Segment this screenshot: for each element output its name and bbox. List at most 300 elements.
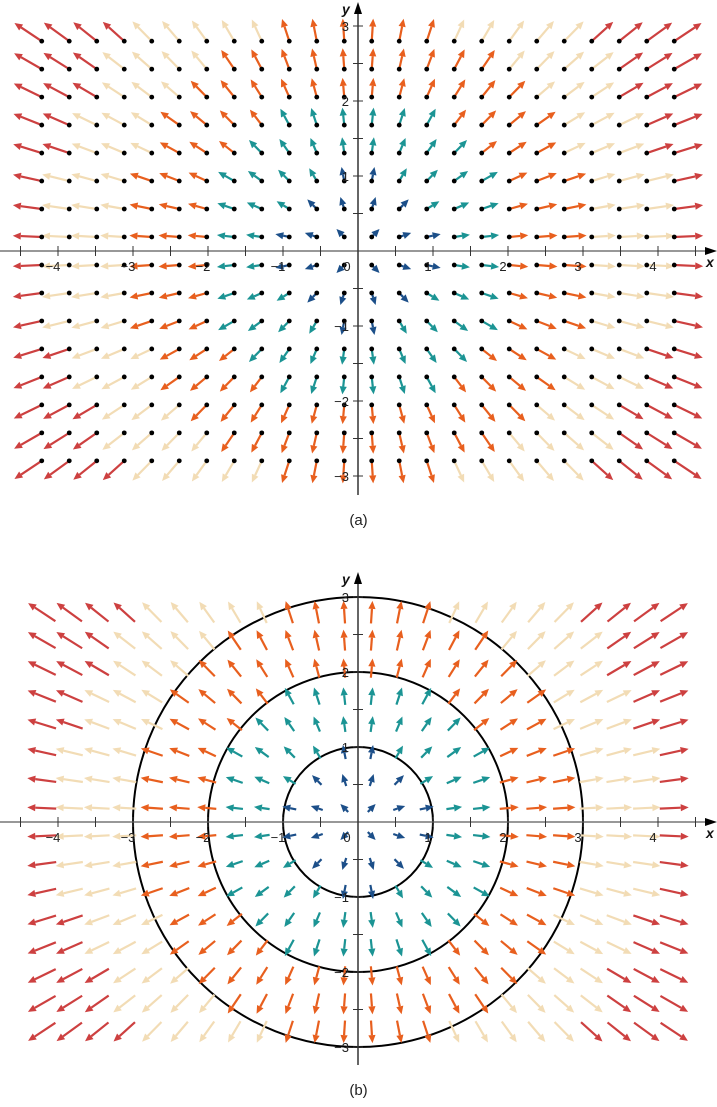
vector-arrow [507,347,527,361]
vector-arrow [56,942,82,954]
arrow-shaft [674,405,695,415]
vector-arrow [507,81,525,100]
arrow-shaft [607,694,624,702]
base-point [287,207,292,212]
base-point [644,207,649,212]
vector-arrow [191,403,209,422]
arrow-shaft [35,779,56,782]
arrow-shaft [109,57,125,69]
arrow-head [652,776,660,783]
arrow-head [313,630,320,639]
vector-arrow [310,430,319,453]
vector-arrow [473,833,490,840]
arrow-head [369,78,376,86]
vector-arrow [397,263,411,270]
vector-arrow [447,887,461,897]
arrow-shaft [660,751,681,756]
arrow-head [368,977,375,985]
vector-arrow [56,661,82,675]
arrow-head [159,262,167,269]
base-point [67,207,72,212]
arrow-shaft [647,349,666,356]
vector-arrow [84,833,110,840]
arrow-shaft [63,915,82,922]
vector-arrow [142,968,162,983]
vector-arrow [617,232,645,239]
base-point [617,375,622,380]
arrow-shaft [509,27,519,41]
vector-arrow [368,993,375,1014]
base-point [479,375,484,380]
vector-arrow [159,173,181,184]
arrow-shaft [289,913,294,921]
vector-arrow [169,888,189,896]
arrow-head [13,262,21,269]
arrow-shaft [537,57,549,69]
arrow-shaft [527,915,539,922]
vector-arrow [217,202,236,211]
vector-arrow [424,347,436,363]
arrow-head [369,326,376,335]
vector-arrow [142,602,161,622]
arrow-shaft [554,637,568,649]
vector-arrow [660,804,689,811]
arrow-shaft [527,751,540,756]
base-point [424,291,429,296]
arrow-shaft [176,637,188,649]
vector-arrow [606,804,632,811]
base-point [562,458,567,463]
arrow-shaft [448,913,455,920]
arrow-shaft [619,321,637,326]
arrow-shaft [262,861,270,864]
vector-arrow [501,968,517,984]
arrow-shaft [167,87,179,98]
arrow-head [27,919,36,926]
arrow-shaft [205,808,216,809]
vector-arrow [27,804,56,811]
vector-arrow [369,263,379,273]
vector-arrow [660,719,689,729]
vector-arrow [368,716,375,732]
arrow-head [27,747,36,754]
vector-arrow [589,458,613,480]
arrow-shaft [79,206,97,209]
arrow-shaft [232,967,241,978]
vector-arrow [112,747,136,755]
vector-arrow [644,143,673,155]
vector-arrow [226,776,243,783]
vector-arrow [312,775,321,785]
base-point [314,319,319,324]
arrow-shaft [564,405,578,415]
arrow-head [680,890,689,897]
arrow-shaft [120,915,136,922]
vector-arrow [169,776,189,783]
base-point [369,39,374,44]
arrow-shaft [674,27,695,41]
vector-arrow [130,173,154,184]
vector-arrow [199,602,214,623]
arrow-shaft [592,349,608,356]
arrow-shaft [580,888,596,893]
arrow-head [159,232,167,239]
vector-arrow [162,458,182,481]
arrow-shaft [370,782,371,786]
base-point [479,39,484,44]
vector-arrow [226,747,242,756]
base-point [534,235,539,240]
vector-arrow [507,111,526,127]
arrow-head [13,232,21,239]
vector-arrow [56,719,83,729]
arrow-shaft [397,966,400,977]
vector-arrow [227,660,241,677]
base-point [479,403,484,408]
vector-arrow [448,688,460,704]
arrow-shaft [647,206,666,209]
arrow-head [399,385,406,394]
base-point [397,291,402,296]
vector-arrow [607,719,632,729]
vector-arrow [228,1021,241,1042]
vector-arrow [369,458,376,483]
vector-arrow [44,23,72,44]
base-point [314,207,319,212]
vector-arrow [284,717,294,731]
arrow-head [217,293,226,300]
vector-arrow [221,50,236,72]
base-point [397,179,402,184]
arrow-shaft [50,27,69,41]
arrow-head [665,322,674,329]
vector-arrow [528,602,545,622]
vector-arrow [42,232,72,239]
arrow-shaft [21,349,42,355]
vector-arrow [305,232,319,239]
vector-arrow [534,142,556,155]
arrow-head [310,475,317,484]
y-axis-arrowhead [354,2,362,14]
arrow-head [636,203,644,210]
arrow-head [539,833,547,840]
vector-arrow [199,631,214,650]
vector-arrow [310,19,319,44]
vector-arrow [284,746,295,757]
vector-arrow [340,630,347,651]
vector-arrow [479,110,496,127]
base-point [397,319,402,324]
arrow-shaft [674,206,695,209]
vector-arrow [396,966,403,985]
vector-arrow [190,111,209,127]
vector-arrow [339,291,346,305]
arrow-head [197,861,206,868]
base-point [314,347,319,352]
base-point [39,291,44,296]
vector-arrow [255,887,269,897]
vector-arrow [424,319,438,333]
base-point [507,207,512,212]
arrow-head [141,833,149,840]
base-point [452,179,457,184]
arrow-shaft [35,693,56,701]
vector-arrow [336,229,346,239]
arrow-head [665,173,674,180]
vector-arrow [527,719,546,730]
arrow-head [695,292,703,299]
base-point [67,430,72,435]
arrow-shaft [475,994,484,1007]
vector-arrow [132,458,154,480]
arrow-head [577,173,586,180]
vector-arrow [14,83,44,99]
vector-arrow [28,996,56,1012]
vector-arrow [13,262,44,269]
x-tick-label: −2 [195,830,211,845]
vector-arrow [141,776,163,783]
base-point [122,39,127,44]
vector-arrow [72,83,99,100]
base-point [644,291,649,296]
arrow-shaft [261,723,268,730]
arrow-head [520,232,528,239]
panel-a [0,1,717,495]
vector-arrow [634,996,660,1012]
arrow-head [27,861,35,868]
arrow-shaft [502,1021,512,1035]
base-point [39,458,44,463]
vector-arrow [479,20,494,44]
arrow-shaft [232,994,241,1007]
base-point [314,291,319,296]
vector-arrow [340,137,347,155]
base-point [149,39,154,44]
arrow-shaft [448,695,455,704]
arrow-shaft [528,637,540,649]
x-tick-label: −4 [45,830,61,845]
vector-arrow [589,291,615,300]
arrow-shaft [580,942,596,951]
vector-arrow [71,173,99,184]
base-point [39,319,44,324]
base-point [369,235,374,240]
vector-arrow [169,748,189,756]
arrow-shaft [371,912,372,920]
arrow-shaft [196,57,206,69]
vector-arrow [660,690,688,702]
arrow-shaft [619,236,637,237]
base-point [177,207,182,212]
vector-arrow [633,747,660,755]
vector-arrow [189,319,210,330]
arrow-head [396,832,405,839]
arrow-shaft [397,638,400,651]
arrow-shaft [473,780,482,783]
arrow-shaft [290,835,296,836]
vector-arrow [423,630,431,650]
vector-arrow [452,375,466,393]
vector-arrow [423,1021,431,1043]
base-point [177,123,182,128]
vector-arrow [634,942,660,954]
arrow-shaft [261,913,268,920]
arrow-head [482,833,490,840]
arrow-head [368,659,375,667]
arrow-shaft [316,966,319,977]
vector-arrow [56,889,83,897]
arrow-shaft [288,994,293,1007]
arrow-shaft [288,1021,293,1035]
vector-arrow [43,403,72,419]
arrow-shaft [21,377,42,385]
arrow-shaft [344,993,345,1006]
vector-arrow [660,942,688,954]
vector-arrow [424,291,439,301]
arrow-head [399,78,406,87]
x-axis-label: x [706,825,714,841]
arrow-head [549,203,558,210]
arrow-head [538,776,547,783]
base-point [534,151,539,156]
vector-arrow [634,603,659,621]
arrow-head [567,804,575,811]
arrow-head [141,747,150,754]
arrow-head [399,445,406,454]
vector-arrow [424,19,435,43]
vector-arrow [396,939,403,956]
arrow-head [424,630,431,639]
arrow-shaft [474,914,483,921]
arrow-head [369,386,376,394]
arrow-shaft [501,694,512,703]
base-point [507,319,512,324]
arrow-head [396,948,403,957]
arrow-head [652,861,660,868]
arrow-shaft [619,405,636,415]
vector-arrow [479,202,498,211]
arrow-head [141,776,150,783]
x-tick-label: 2 [499,830,507,845]
arrow-head [624,804,632,811]
base-point [507,235,512,240]
base-point [617,179,622,184]
arrow-shaft [108,146,124,153]
vector-arrow [672,319,703,330]
arrow-head [84,833,92,840]
arrow-head [577,322,586,329]
base-point [644,179,649,184]
vector-arrow [617,203,645,212]
y-axis-label: y [342,571,350,587]
arrow-shaft [482,27,490,41]
vector-arrow [589,173,615,184]
base-point [452,291,457,296]
vector-arrow [43,83,72,99]
vector-arrow [423,967,431,985]
base-point [397,39,402,44]
arrow-head [341,919,348,927]
arrow-shaft [564,27,578,41]
arrow-head [13,292,21,299]
vector-arrow [281,403,292,424]
arrow-head [567,861,576,868]
arrow-head [369,446,376,454]
arrow-shaft [619,27,636,41]
base-point [672,179,677,184]
arrow-head [538,748,547,755]
arrow-head [636,143,645,150]
arrow-head [636,173,645,180]
vector-arrow [479,458,494,482]
base-point [589,123,594,128]
arrow-shaft [261,695,268,704]
base-point [507,179,512,184]
base-point [397,207,402,212]
arrow-head [432,232,441,239]
base-point [204,291,209,296]
base-point [479,291,484,296]
vector-arrow [580,915,603,925]
base-point [589,179,594,184]
arrow-shaft [647,27,666,41]
vector-arrow [313,912,320,927]
vector-arrow [340,804,348,812]
vector-arrow [661,603,688,621]
vector-arrow [422,913,432,927]
vector-arrow [368,630,375,651]
y-tick-label: 2 [341,94,349,109]
base-point [259,291,264,296]
arrow-shaft [345,782,346,786]
arrow-head [608,232,616,239]
arrow-head [369,167,376,176]
arrow-head [369,108,376,116]
arrow-shaft [79,146,97,153]
arrow-shaft [394,781,398,785]
vector-arrow [369,375,376,395]
base-point [534,458,539,463]
vector-arrow [555,1022,574,1042]
vector-arrow [644,23,672,44]
vector-arrow [452,403,465,423]
vector-arrow [449,967,460,985]
base-point [204,430,209,435]
base-point [562,95,567,100]
vector-arrow [500,804,519,811]
vector-arrow [42,347,71,359]
base-point [149,430,154,435]
base-point [589,375,594,380]
base-point [452,375,457,380]
arrow-shaft [634,969,653,979]
arrow-shaft [176,665,188,676]
vector-arrow [660,747,689,755]
arrow-head [42,322,51,329]
vector-arrow [171,602,188,622]
base-point [342,123,347,128]
vector-arrow [479,141,497,155]
vector-arrow [310,403,319,424]
base-point [562,235,567,240]
vector-arrow [554,660,574,675]
arrow-head [188,293,197,300]
arrow-head [56,719,65,726]
arrow-shaft [592,321,608,326]
vector-arrow [397,108,406,127]
vector-arrow [633,776,660,783]
arrow-head [84,719,93,726]
